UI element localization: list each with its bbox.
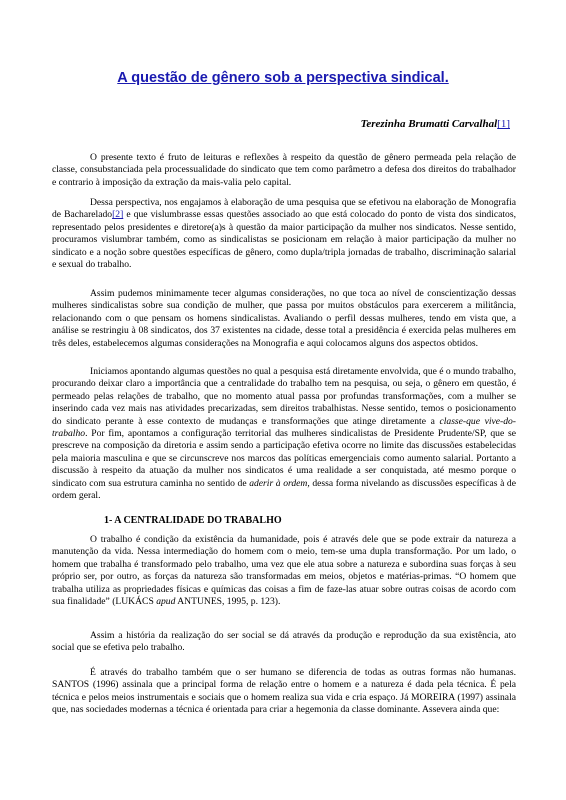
paragraph-4	[52, 366, 516, 502]
paragraph-2	[52, 197, 516, 271]
section-heading: 1- A CENTRALIDADE DO TRABALHO	[104, 515, 282, 526]
paragraph-questions	[52, 366, 516, 502]
footnote-2-link[interactable]: [2]	[112, 209, 124, 221]
section-paragraph-labor	[52, 534, 516, 608]
paragraph-4-text-c: dessa forma nivelando as discussões específicas à de ordem geral.	[52, 477, 516, 502]
paragraph-4-text-a: Iniciamos apontando algumas questões no qual a pesquisa está diretamente envolvida, que é o mundo trabalho, procurando deixar claro a importância que a centralidade do trabalho tem na pesquisa, ou seja, o gênero em questão, é permeado pelas relações de trabalho, que no momento atual passa por profundas transformações, com a mulher se inserindo cada vez mais nas atividades precarizadas, sem direitos trabalhistas. Nesse sentido, temos o posicionamento do sindicato perante à esse contexto de mudanças e transformações que atinge diretamente a	[52, 366, 517, 427]
section-paragraph-1	[52, 534, 516, 608]
paragraph-2-text-a: Dessa perspectiva, nos engajamos à elaboração de uma pesquisa que se efetivou na elaboração de Monografia de Bacharelado	[52, 197, 516, 221]
section-paragraph-3: É através do trabalho também que o ser humano se diferencia de todas as outras formas não humanas. SANTOS (1996) assinala que a principal forma de relação entre o homem e a natureza é dada pela técnica. É pela técnica e pelos meios instrumentais e sociais que o homem realiza sua vida e cria espaço. Já MOREIRA (1997) assinala que, nas sociedades modernas a técnica é orientada para criar a hegemonia da classe dominante. Assevera ainda que:	[52, 667, 516, 716]
section-paragraph-2: Assim a história da realização do ser social se dá através da produção e reprodução da sua existência, ato social que se efetiva pelo trabalho.	[52, 630, 516, 654]
paragraph-intro	[52, 152, 516, 189]
section-paragraph-history	[52, 630, 516, 655]
author-footnote-link[interactable]: [1]	[497, 118, 510, 130]
paragraph-2-text-b: e que vislumbrasse essas questões associado ao que está colocado do ponto de vista dos sindicatos, representado pelos presidentes e diretore(a)s à questão da maior participação da mulher nos sindicatos. Nesse sentido, procuramos vislumbrar também, como as sindicalistas se posicionam em relação à maior participação da mulher no sindicato e a noção sobre questões específicas de gênero, como dupla/tripla jornadas de trabalho, discriminação salarial e sexual do trabalho.	[52, 209, 516, 271]
section-paragraph-technique	[52, 667, 516, 717]
paragraph-considerations	[52, 288, 516, 350]
paragraph-4-emphasis-2: aderir à ordem,	[249, 477, 310, 489]
section-paragraph-1-emphasis: apud	[156, 596, 176, 608]
section-paragraph-1-text-a: O trabalho é condição da existência da humanidade, pois é através dele que se pode extrair da natureza a manutenção da vida. Nessa intermediação do homem com o meio, tem-se uma dupla transformação. Por um lado, o homem que trabalha é transformado pelo trabalho, uma vez que ele atua sobre a natureza e subordina suas forças à seu próprio ser, por outro, as forças da natureza são transformadas em meios, objetos e matérias-primas. “O homem que trabalha utiliza as propriedades físicas e químicas das coisas a fim de faze-las atuar sobre outras coisas de acordo com sua finalidade” (LUKÁCS	[52, 534, 516, 608]
paragraph-perspective	[52, 197, 516, 271]
paragraph-1: O presente texto é fruto de leituras e reflexões à respeito da questão de gênero permeada pela relação de classe, consubstanciada pela processualidade do sindicato que tem como parâmetro a defesa dos direitos do trabalhador e contrario à imposição da extração da mais-valia pelo capital.	[52, 152, 516, 188]
paragraph-4-text-b: . Por fim, apontamos a configuração territorial das mulheres sindicalistas de Presidente Prudente/SP, que se prescreve na composição da diretoria e assim sendo a participação efetiva ocorre no limite das discussões estabelecidas pela maioria masculina e que se circunscreve nos marcos das políticas emergenciais como aumento salarial. Portanto a discussão à respeito da atuação da mulher nos sindicatos é uma realidade a ser conquistada, até mesmo porque o sindicato com sua estrutura caminha no sentido de	[52, 428, 516, 489]
paragraph-3: Assim pudemos minimamente tecer algumas considerações, no que toca ao nível de conscientização dessas mulheres sindicalistas sobre sua condição de mulher, que passa por muitos obstáculos para exercerem a militância, relacionando com o que pensam os homens sindicalistas. Avaliando o perfil dessas mulheres, tendo em vista que, a análise se restringiu à 08 sindicatos, dos 37 existentes na cidade, desse total a presidência é exercida pelas mulheres em três deles, estabelecemos algumas considerações na Monografia e aqui colocamos alguns dos aspectos obtidos.	[52, 288, 516, 349]
section-paragraph-1-text-b: ANTUNES, 1995, p. 123).	[175, 596, 281, 608]
author-name: Terezinha Brumatti Carvalhal	[360, 118, 498, 130]
document-title: A questão de gênero sob a perspectiva sindical.	[117, 70, 449, 86]
author-line	[361, 118, 510, 130]
paragraph-4-emphasis-1: classe-que vive-do-trabalho	[52, 415, 516, 440]
